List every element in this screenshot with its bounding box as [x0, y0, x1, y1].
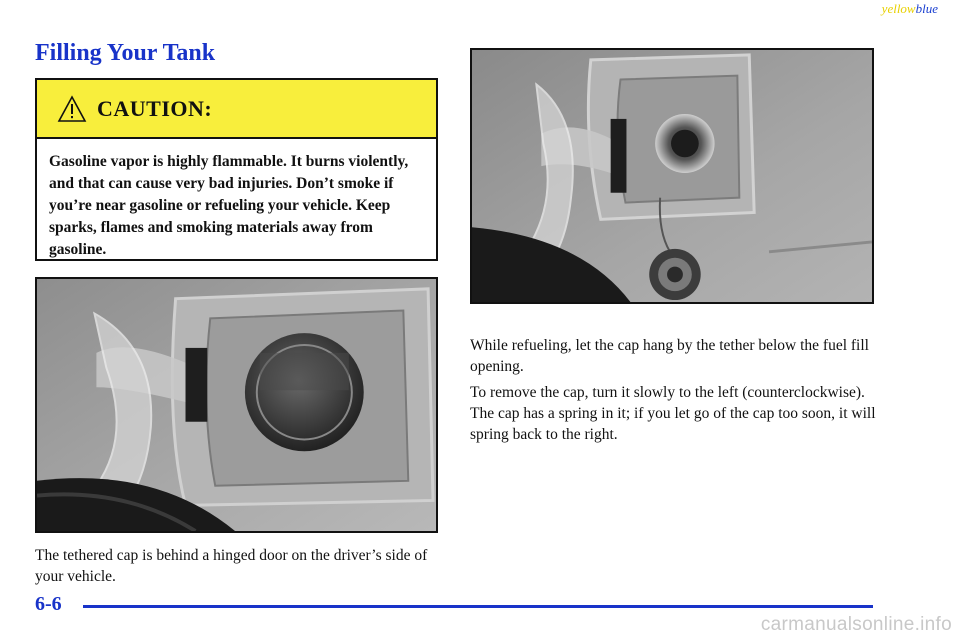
fuel-door-closed-cap-photo: [35, 277, 438, 533]
site-watermark: carmanualsonline.info: [760, 614, 952, 635]
header-tag-yellow: yellow: [881, 1, 916, 16]
warning-triangle-icon: [57, 95, 87, 123]
right-paragraph-2: To remove the cap, turn it slowly to the left (counterclockwise). The cap has a spring in it; if you let go of the cap too soon, it will spring back to the right.: [470, 384, 876, 443]
caution-header: [37, 80, 436, 139]
page-number: 6-6: [35, 593, 62, 615]
section-title: Filling Your Tank: [35, 40, 216, 66]
right-paragraph-1: While refueling, let the cap hang by the tether below the fuel fill opening.: [470, 337, 869, 375]
caution-text: Gasoline vapor is highly flammable. It burns violently, and that can cause very bad injuries. Don’t smoke if you’re near gasoline or refueling your vehicle. Keep sparks, flames and smoking materials away from gasoline.: [49, 153, 409, 258]
fuel-cap-hanging-tether-photo: [470, 48, 874, 304]
caution-label: CAUTION:: [97, 95, 213, 121]
header-tag-blue: blue: [915, 1, 938, 16]
header-color-tag: [882, 1, 938, 17]
footer-divider: [83, 605, 873, 608]
caution-box: [35, 78, 438, 261]
left-paragraph: The tethered cap is behind a hinged door on the driver’s side of your vehicle.: [35, 547, 428, 585]
